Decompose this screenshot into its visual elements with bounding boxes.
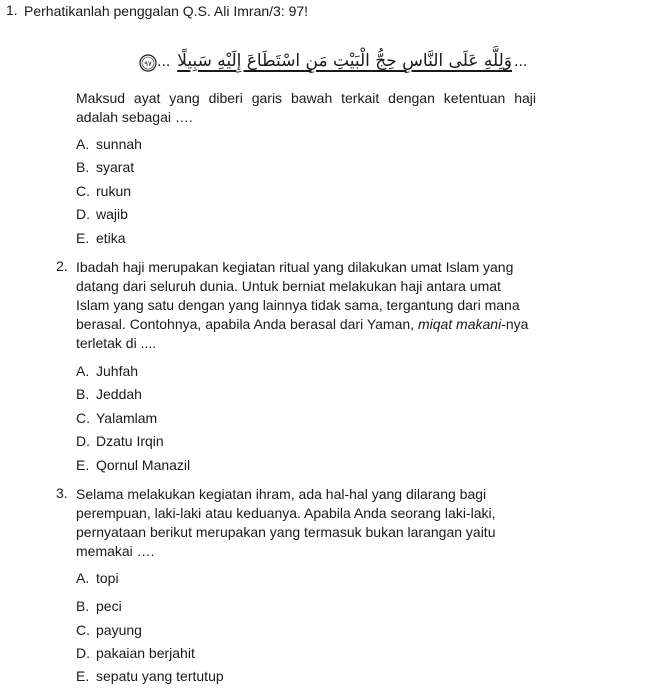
q2-option-c[interactable]: [76, 409, 157, 427]
option-letter: A.: [76, 363, 90, 379]
q2-option-e[interactable]: [76, 456, 190, 474]
option-text: payung: [96, 622, 142, 638]
question-3-number: 3.: [56, 485, 68, 501]
arabic-ellipsis-right: ...: [514, 53, 528, 70]
option-text: Yalamlam: [96, 410, 158, 426]
option-letter: B.: [76, 598, 90, 614]
question-2-text: [76, 258, 536, 353]
option-text: Qornul Manazil: [96, 457, 191, 473]
question-3-text: [76, 485, 536, 561]
q2-line-2: datang dari seluruh dunia. Untuk berniat melakukan haji antara umat: [76, 278, 501, 294]
option-text: sepatu yang tertutup: [96, 668, 224, 684]
option-letter: D.: [76, 433, 90, 449]
arabic-verse: [176, 46, 512, 80]
q2-option-d[interactable]: [76, 432, 164, 450]
option-letter: B.: [76, 386, 90, 402]
q2-line-4: berasal. Contohnya, apabila Anda berasal dari Yaman, miqat makani-nya: [76, 316, 529, 332]
q1-option-d[interactable]: [76, 205, 128, 223]
q3-line-1: Selama melakukan kegiatan ihram, ada hal-hal yang dilarang bagi: [76, 486, 487, 502]
q2-italic-term: miqat makani: [417, 316, 502, 332]
q2-option-b[interactable]: [76, 385, 142, 403]
option-text: pakaian berjahit: [96, 645, 195, 661]
option-letter: E.: [76, 668, 90, 684]
q1-option-b[interactable]: [76, 158, 134, 176]
option-text: etika: [96, 230, 126, 246]
option-letter: C.: [76, 183, 90, 199]
option-letter: B.: [76, 159, 90, 175]
q2-line-3: Islam yang satu dengan yang lainnya tidak sama, tergantung dari mana: [76, 297, 520, 313]
q3-option-e[interactable]: [76, 667, 224, 685]
option-text: Juhfah: [96, 363, 139, 379]
option-letter: C.: [76, 622, 90, 638]
option-letter: A.: [76, 570, 90, 586]
option-text: wajib: [96, 206, 128, 222]
option-letter: C.: [76, 410, 90, 426]
q2-line-1: Ibadah haji merupakan kegiatan ritual yang dilakukan umat Islam yang: [76, 259, 514, 275]
option-letter: D.: [76, 645, 90, 661]
option-text: rukun: [96, 183, 132, 199]
q2-option-a[interactable]: [76, 362, 138, 380]
q3-option-a[interactable]: [76, 569, 119, 587]
option-text: topi: [96, 570, 119, 586]
arabic-verse-text: وَلِلَّهِ عَلَى النَّاسِ حِجُّ الْبَيْتِ مَنِ اسْتَطَاعَ إِلَيْهِ سَبِيلًا: [177, 51, 512, 71]
verse-number: ٩٧: [144, 60, 152, 68]
option-text: syarat: [96, 159, 135, 175]
q3-option-c[interactable]: [76, 621, 142, 639]
q3-option-d[interactable]: [76, 644, 195, 662]
arabic-ellipsis-left: ...: [157, 53, 171, 70]
option-letter: E.: [76, 457, 90, 473]
question-1-number: 1.: [6, 2, 18, 18]
q1-option-a[interactable]: [76, 135, 142, 153]
q1-option-c[interactable]: [76, 182, 131, 200]
option-letter: D.: [76, 206, 90, 222]
question-1-stem: Perhatikanlah penggalan Q.S. Ali Imran/3: 97!: [24, 3, 309, 19]
q3-line-4: memakai ….: [76, 543, 155, 559]
question-2-number: 2.: [56, 258, 68, 274]
question-1-prompt: Maksud ayat yang diberi garis bawah terkait dengan ketentuan haji adalah sebagai ….: [76, 90, 536, 125]
option-text: Jeddah: [96, 386, 142, 402]
option-text: sunnah: [96, 136, 142, 152]
option-text: peci: [96, 598, 122, 614]
q2-line-5: terletak di ....: [76, 335, 157, 351]
option-letter: A.: [76, 136, 90, 152]
q3-line-3: pernyataan berikut merupakan yang termasuk bukan larangan yaitu: [76, 524, 496, 540]
option-text: Dzatu Irqin: [96, 433, 164, 449]
q3-line-2: perempuan, laki-laki atau keduanya. Apabila Anda seorang laki-laki,: [76, 505, 496, 521]
verse-end-marker-icon: [139, 54, 157, 72]
option-letter: E.: [76, 230, 90, 246]
q1-option-e[interactable]: [76, 229, 126, 247]
q3-option-b[interactable]: [76, 597, 122, 615]
